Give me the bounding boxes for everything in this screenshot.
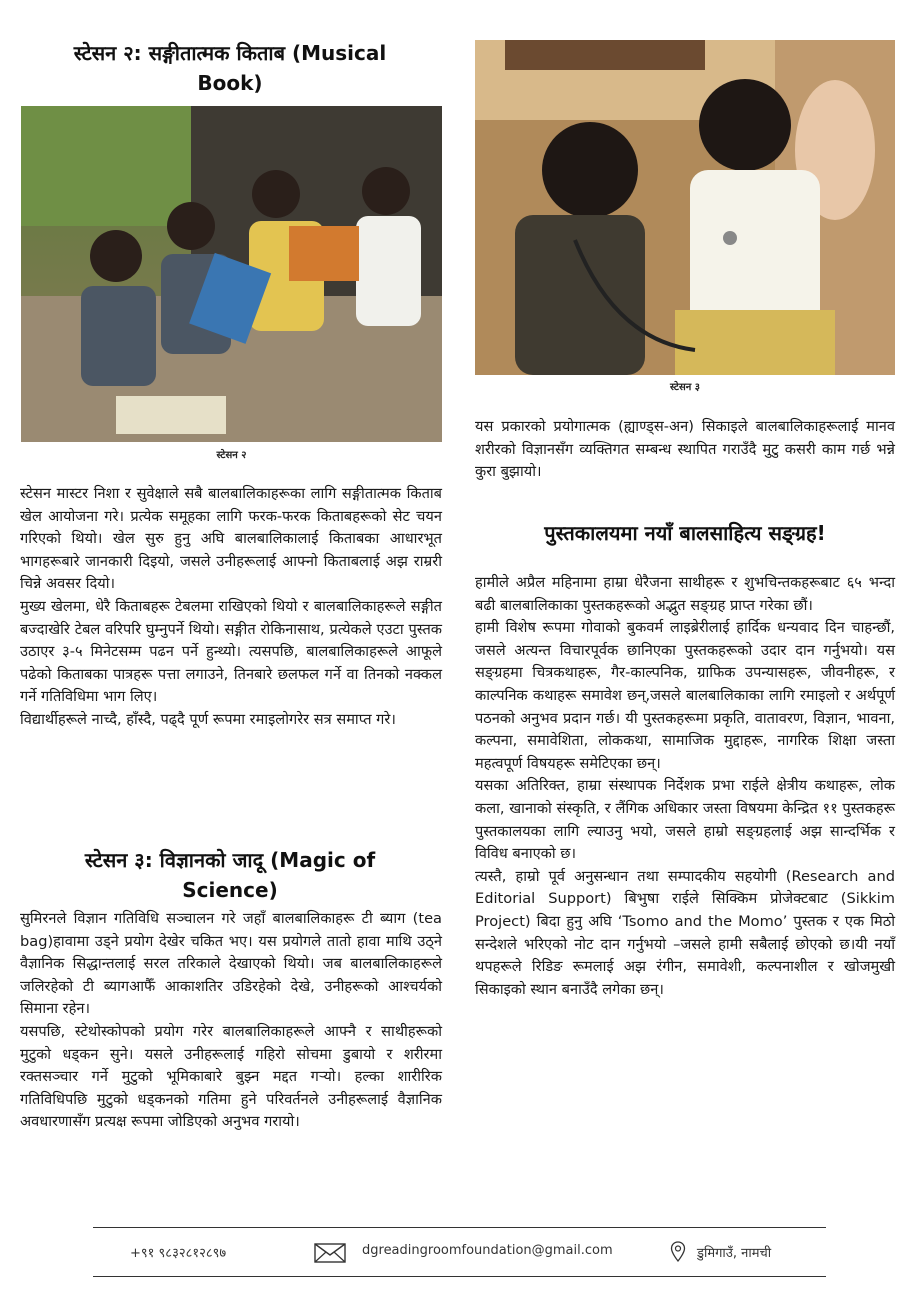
library-paragraph: हामी विशेष रूपमा गोवाको बुकवर्म लाइब्रेरीलाई हार्दिक धन्यवाद दिन चाहन्छौं, जसले अत्यन्त विचारपूर्वक छानिएका पुस्तकहरूको उदार दान गर्नुभयो। यस सङ्ग्रहमा चित्रकथाहरू, गैर-काल्पनिक, ग्राफिक उपन्यासहरू, जीवनीहरू, र काल्पनिक कथाहरू समावेश छन्,जसले बालबालिकाका लागि रमाइलो र अर्थपूर्ण पठनको अनुभव प्रदान गर्छ। यी पुस्तकहरूमा प्रकृति, वातावरण, विज्ञान, भावना, कल्पना, समावेशिता, लोककथा, सामाजिक मुद्दाहरू, नागरिक शिक्षा जस्ता महत्वपूर्ण विषयहरू समेटिएका छन्।: [475, 619, 895, 772]
station2-text: [20, 483, 442, 732]
station3-text: [20, 908, 442, 1134]
footer-bottom-divider: [93, 1276, 826, 1277]
station2-paragraph: मुख्य खेलमा, धेरै किताबहरू टेबलमा राखिएको थियो र बालबालिकाहरूले सङ्गीत बज्दाखेरि टेबल वरिपरि घुम्नुपर्ने थियो। सङ्गीत रोकिनासाथ, प्रत्येकले एउटा पुस्तक उठाएर ३-५ मिनेटसम्म पढन पर्ने हुन्थ्यो। त्यसपछि, बालबालिकाहरूले आफूले पढेको किताबका पात्रहरू पत्ता लगाउने, तिनबारे छलफल गर्ने वा तिनको नक्कल गर्ने गतिविधिमा भाग लिए।: [20, 597, 442, 706]
station3-heading: स्टेसन ३: विज्ञानको जादू (Magic of Science): [84, 848, 376, 902]
library-paragraph: यसका अतिरिक्त, हाम्रा संस्थापक निर्देशक प्रभा राईले क्षेत्रीय कथाहरू, लोक कला, खानाको संस्कृति, र लैंगिक अधिकार जस्ता विषयमा केन्द्रित ११ पुस्तकहरू पुस्तकालयका लागि ल्याउनु भयो, जसले हाम्रो सङ्ग्रहलाई अझ सान्दर्भिक र विविध बनाएको छ।: [475, 777, 895, 863]
footer-phone[interactable]: +९१ ९८३२८१२८९७: [130, 1246, 227, 1261]
station3-paragraph: यसपछि, स्टेथोस्कोपको प्रयोग गरेर बालबालिकाहरूले आफ्नै र साथीहरूको मुटुको धड्कन सुने। यसले उनीहरूलाई गहिरो सोचमा डुबायो र शरीरमा रक्तसञ्चार गर्ने मुटुको भूमिकाबारे बुझ्न मद्दत गर्‍यो। हल्का शारीरिक गतिविधिपछि मुटुको धड्कनको गतिमा हुने परिवर्तनले उनीहरूलाई वैज्ञानिक अवधारणासँग प्रत्यक्ष रूपमा जोडिएको अनुभव गरायो।: [20, 1022, 442, 1131]
station3-handson: [475, 416, 895, 484]
footer-location: डुमिगाउँ, नामची: [697, 1246, 772, 1261]
station3-paragraph: सुमिरनले विज्ञान गतिविधि सञ्चालन गरे जहाँ बालबालिकाहरू टी ब्याग (tea bag)हावामा उड्ने प्रयोग देखेर चकित भए। यस प्रयोगले तातो हावा माथि उठ्ने वैज्ञानिक सिद्धान्तलाई सरल तरिकाले देखाएको थियो। जब बालबालिकाहरूले जलिरहेको टी ब्यागआफैँ आकाशतिर उडिरहेको देखे, उनीहरूको आश्चर्यको सिमाना रहेन।: [20, 910, 442, 1018]
location-pin-icon: [670, 1241, 686, 1263]
station2-paragraph: विद्यार्थीहरूले नाच्दै, हाँस्दै, पढ्दै पूर्ण रूपमा रमाइलोगरेर सत्र समाप्त गरे।: [20, 710, 396, 728]
handson-paragraph: यस प्रकारको प्रयोगात्मक (ह्याण्ड्स-अन) सिकाइले बालबालिकाहरूलाई मानव शरीरको विज्ञानसँग व्यक्तिगत सम्बन्ध स्थापित गराउँदै मुटु कसरी काम गर्छ भन्ने कुरा बुझायो।: [475, 418, 895, 481]
station2-paragraph: स्टेसन मास्टर निशा र सुवेक्षाले सबै बालबालिकाहरूका लागि सङ्गीतात्मक किताब खेल आयोजना गरे। प्रत्येक समूहका लागि फरक-फरक किताबहरूको सेट चयन गरिएको थियो। खेल सुरु हुनु अघि बालबालिकालाई किताबका आधारभूत भागहरूबारे जानकारी दिइयो, जसले उनीहरूलाई आफ्नो किताबलाई अझ राम्ररी चिन्ने अवसर दियो।: [20, 485, 442, 593]
station3-photo: [475, 40, 895, 375]
station2-heading: स्टेसन २: सङ्गीतात्मक किताब (Musical Book): [73, 41, 387, 95]
footer-top-divider: [93, 1227, 826, 1228]
station3-caption: स्टेसन ३: [670, 382, 700, 393]
station2-photo: [21, 106, 442, 442]
station2-caption: स्टेसन २: [216, 450, 247, 461]
envelope-icon: [314, 1243, 346, 1263]
library-paragraph: त्यस्तै, हाम्रो पूर्व अनुसन्धान तथा सम्पादकीय सहयोगी (Research and Editorial Support) बिभुषा राईले सिक्किम प्रोजेक्टबाट (Sikkim Project) बिदा हुनु अघि ‘Tsomo and the Momo’ पुस्तक र एक मिठो सन्देशले भरिएको नोट दान गर्नुभयो –जसले हामी सबैलाई छोएको छ।यी नयाँ थपहरूले रिडिङ रूमलाई अझ रंगीन, समावेशी, कल्पनाशील र खोजमुखी सिकाइको स्थान बनाउँदै लगेका छन्।: [475, 867, 895, 998]
footer-email[interactable]: dgreadingroomfoundation@gmail.com: [362, 1243, 613, 1258]
library-paragraph: हामीले अप्रैल महिनामा हाम्रा धेरैजना साथीहरू र शुभचिन्तकहरूबाट ६५ भन्दा बढी बालबालिकाका पुस्तकहरूको अद्भुत सङ्ग्रह प्राप्त गरेका छौं।: [475, 574, 895, 614]
library-heading: पुस्तकालयमा नयाँ बालसाहित्य सङ्ग्रह!: [544, 521, 826, 545]
library-text: [475, 572, 895, 1001]
